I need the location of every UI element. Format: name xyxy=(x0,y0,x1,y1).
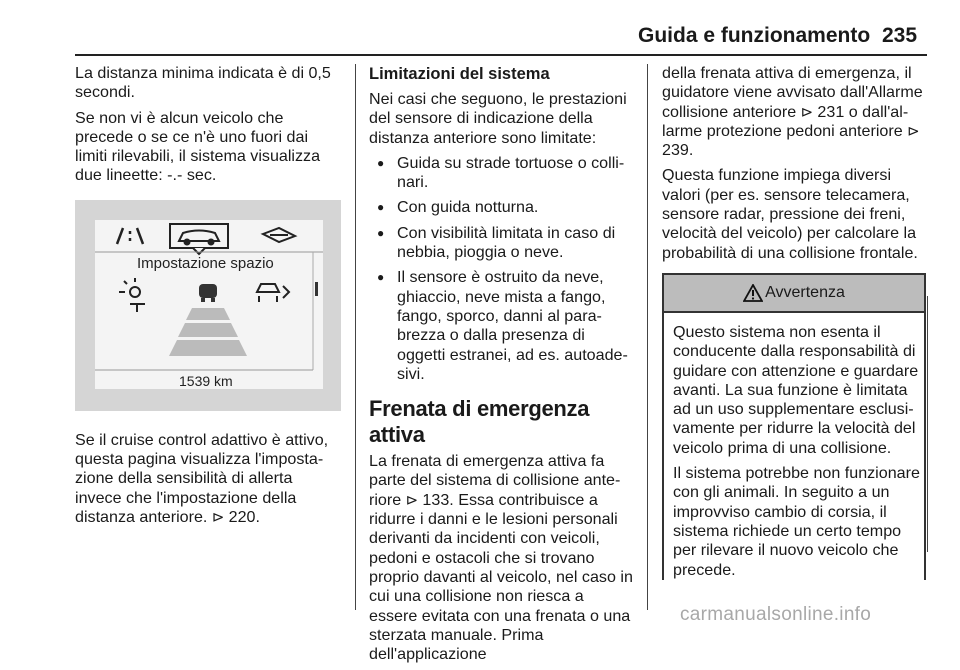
cluster-display xyxy=(95,220,323,389)
paragraph-function-values: Questa funzione impiega diversi valori (per es. sensore telecamera, sensore radar, pressione dei freni, velocità del veicolo) per calcolare la probabilità di una collisione frontale. xyxy=(662,166,918,262)
fcw-text-a: della frenata attiva di emergenza, il guidatore viene avvisato dall'Allarme collisione anteriore xyxy=(662,64,923,121)
page-header xyxy=(0,0,960,58)
paragraph-fcw-intro xyxy=(662,64,926,160)
paragraph-no-vehicle: Se non vi è alcun veicolo che precede o se ce n'è uno fuori dai limiti rilevabili, il sistema visualizza due lineette: -.- sec. xyxy=(75,108,321,185)
limits-list xyxy=(369,154,633,384)
braking-text-a: La frenata di emergenza attiva fa parte del sistema di collisione ante-riore xyxy=(369,452,621,509)
lane-icon xyxy=(117,228,143,244)
display-label-text: Impostazione spazio xyxy=(137,254,274,272)
warning-header xyxy=(664,275,924,313)
vehicle-ahead-icon xyxy=(199,284,217,302)
odometer-text: 1539 km xyxy=(179,372,233,389)
column-divider-2 xyxy=(647,64,648,610)
page-ref-arrow-icon: ⊳ xyxy=(907,122,920,140)
header-rule xyxy=(75,54,927,56)
display-figure xyxy=(75,200,341,411)
page-ref-133[interactable]: 133. xyxy=(422,490,454,509)
list-item: ● Il sensore è ostruito da neve, ghiaccio, neve mista a fango, fango, sporco, danni al para-brezza o dalla presenza di oggetti estranei, ad es. autoade-sivi. xyxy=(369,268,633,384)
heading-system-limits: Limitazioni del sistema xyxy=(369,65,550,83)
list-item: ● Guida su strade tortuose o colli-nari. xyxy=(369,154,633,193)
heading-active-emergency-braking: Frenata di emergenza attiva xyxy=(369,396,590,448)
braking-text-b: Essa contribuisce a ridurre i danni e le lesioni personali derivanti da incidenti con veicoli, pedoni e ostacoli che si trovano proprio davanti al veicolo, nel caso in cui una collisione non riesca a essere evitata con una frenata o una sterzata manuale. Prima dell'applicazione xyxy=(369,490,633,664)
display-graphic xyxy=(95,220,323,389)
list-item: ● Con visibilità limitata in caso di nebbia, pioggia o neve. xyxy=(369,224,633,263)
car-sensor-icon xyxy=(257,284,289,302)
footer-watermark: carmanualsonline.info xyxy=(680,604,872,625)
paragraph-min-distance: La distanza minima indicata è di 0,5 secondi. xyxy=(75,64,331,102)
page-ref-arrow-icon: ⊳ xyxy=(405,491,423,509)
page-ref-239[interactable]: 239. xyxy=(662,141,694,160)
fcw-text-b: o dall'al-larme protezione pedoni anteriore xyxy=(662,102,909,140)
warning-body xyxy=(664,313,924,580)
sensitivity-icon xyxy=(119,278,145,312)
page-ref-arrow-icon: ⊳ xyxy=(211,508,229,526)
road-icon xyxy=(263,228,295,242)
acc-note-text: Se il cruise control adattivo è attivo, questa pagina visualizza l'imposta-zione della sensibilità di allerta invece che l'impostazione della distanza anteriore. xyxy=(75,430,329,526)
warning-triangle-icon xyxy=(743,284,763,302)
list-item: ● Con guida notturna. xyxy=(369,198,633,217)
page-ref-arrow-icon: ⊳ xyxy=(800,103,818,121)
column-divider-1 xyxy=(355,64,356,610)
column-1 xyxy=(75,64,343,533)
page-ref-231[interactable]: 231 xyxy=(817,102,845,121)
selected-tab-frame xyxy=(170,224,228,248)
column-3 xyxy=(662,64,926,586)
warning-paragraph-1: Questo sistema non esenta il conducente dalla responsabilità di guidare con attenzione e guardare avanti. La sua funzione è limitata ad un uso supplementare esclusi-vamente per ridurre la velocità del veicolo prima di una collisione. xyxy=(673,322,919,457)
running-title: Guida e funzionamento xyxy=(638,24,871,47)
page-number: 235 xyxy=(882,24,918,47)
page-ref-220[interactable]: 220. xyxy=(228,507,260,526)
paragraph-emergency-braking xyxy=(369,452,633,664)
warning-box xyxy=(662,273,926,580)
column-2 xyxy=(369,64,633,670)
column-divider-3 xyxy=(927,296,928,552)
warning-paragraph-2: Il sistema potrebbe non funzionare con gli animali. In seguito a un improvviso cambio di corsia, il sistema richiede un certo tempo per rilevare il nuovo veicolo che precede. xyxy=(673,464,920,579)
paragraph-acc-note xyxy=(75,431,343,527)
warning-left-border xyxy=(662,296,664,552)
warning-title: Avvertenza xyxy=(765,284,845,302)
paragraph-limits-intro: Nei casi che seguono, le prestazioni del sensore di indicazione della distanza anteriore sono limitate: xyxy=(369,90,627,147)
car-front-icon xyxy=(179,230,219,244)
